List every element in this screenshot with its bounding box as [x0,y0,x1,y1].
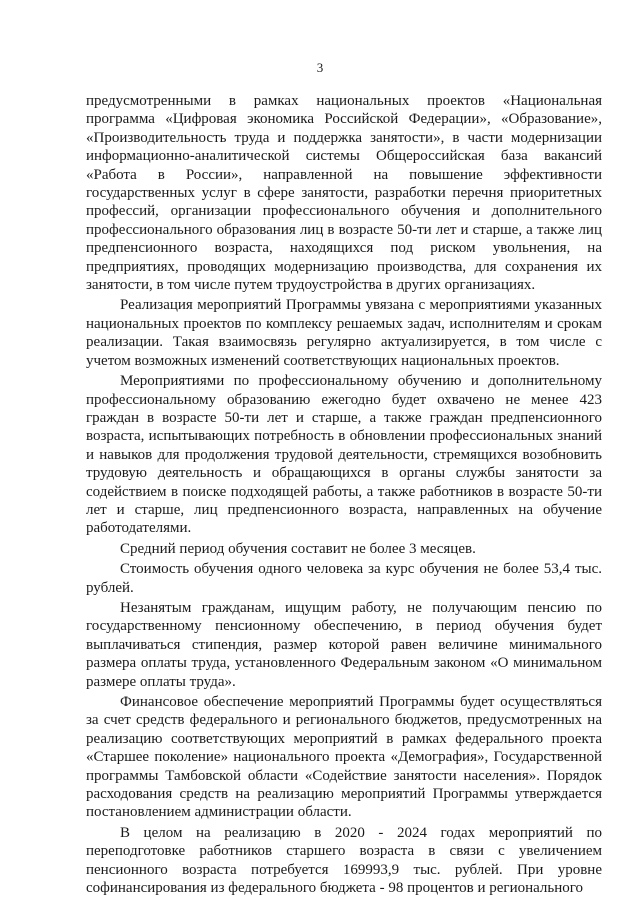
paragraph-training-coverage: Мероприятиями по профессиональному обучению и дополнительному профессиональному образованию ежегодно будет охвачено не менее 423 граждан в возрасте 50-ти лет и старше, а также граждан предпенсионного возраста, испытывающих потребность в обновлении профессиональных знаний и навыков для продолжения трудовой деятельности, стремящихся возобновить трудовую деятельность и обращающихся в органы службы занятости за содействием в поиске подходящей работы, а также работников в возрасте 50-ти лет и старше, лиц предпенсионного возраста, направленных на обучение работодателями. [86,373,602,537]
body-text [86,92,602,899]
paragraph-stipend: Незанятым гражданам, ищущим работу, не получающим пенсию по государственному пенсионному обеспечению, в период обучения будет выплачиваться стипендия, размер которой равен величине минимального размера оплаты труда, установленного Федеральным законом «О минимальном размере оплаты труда». [86,599,602,690]
paragraph-continuation: предусмотренными в рамках национальных проектов «Национальная программа «Цифровая экономика Российской Федерации», «Образование», «Производительность труда и поддержка занятости», в части модернизации информационно-аналитической системы Общероссийская база вакансий «Работа в России», направленной на повышение эффективности государственных услуг в сфере занятости, разработки перечня приоритетных профессий, организации профессионального обучения и дополнительного профессионального образования лиц в возрасте 50-ти лет и старше, а также лиц предпенсионного возраста, находящихся под риском увольнения, на предприятиях, проводящих модернизацию производства, для сохранения их занятости, в том числе путем трудоустройства в других организациях. [86,93,602,294]
paragraph-training-period: Средний период обучения составит не более 3 месяцев. [120,540,476,557]
paragraph-training-cost: Стоимость обучения одного человека за курс обучения не более 53,4 тыс. рублей. [86,561,602,596]
page-number: 3 [316,60,324,75]
paragraph-financing: Финансовое обеспечение мероприятий Программы будет осуществляться за счет средств федерального и регионального бюджетов, предусмотренных на реализацию соответствующих мероприятий в рамках федерального проекта «Старшее поколение» национального проекта «Демография», Государственной программы Тамбовской области «Содействие занятости населения». Порядок расходования средств на реализацию мероприятий Программы утверждается постановлением администрации области. [86,694,602,821]
paragraph-total-budget: В целом на реализацию в 2020 - 2024 годах мероприятий по переподготовке работников старшего возраста в связи с увеличением пенсионного возраста потребуется 169993,9 тыс. рублей. При уровне софинансирования из федерального бюджета - 98 процентов и регионального [86,824,602,897]
paragraph-program-linkage: Реализация мероприятий Программы увязана с мероприятиями указанных национальных проектов по комплексу решаемых задач, исполнителям и срокам реализации. Такая взаимосвязь регулярно актуализируется, в том числе с учетом возможных изменений соответствующих национальных проектов. [86,297,602,369]
